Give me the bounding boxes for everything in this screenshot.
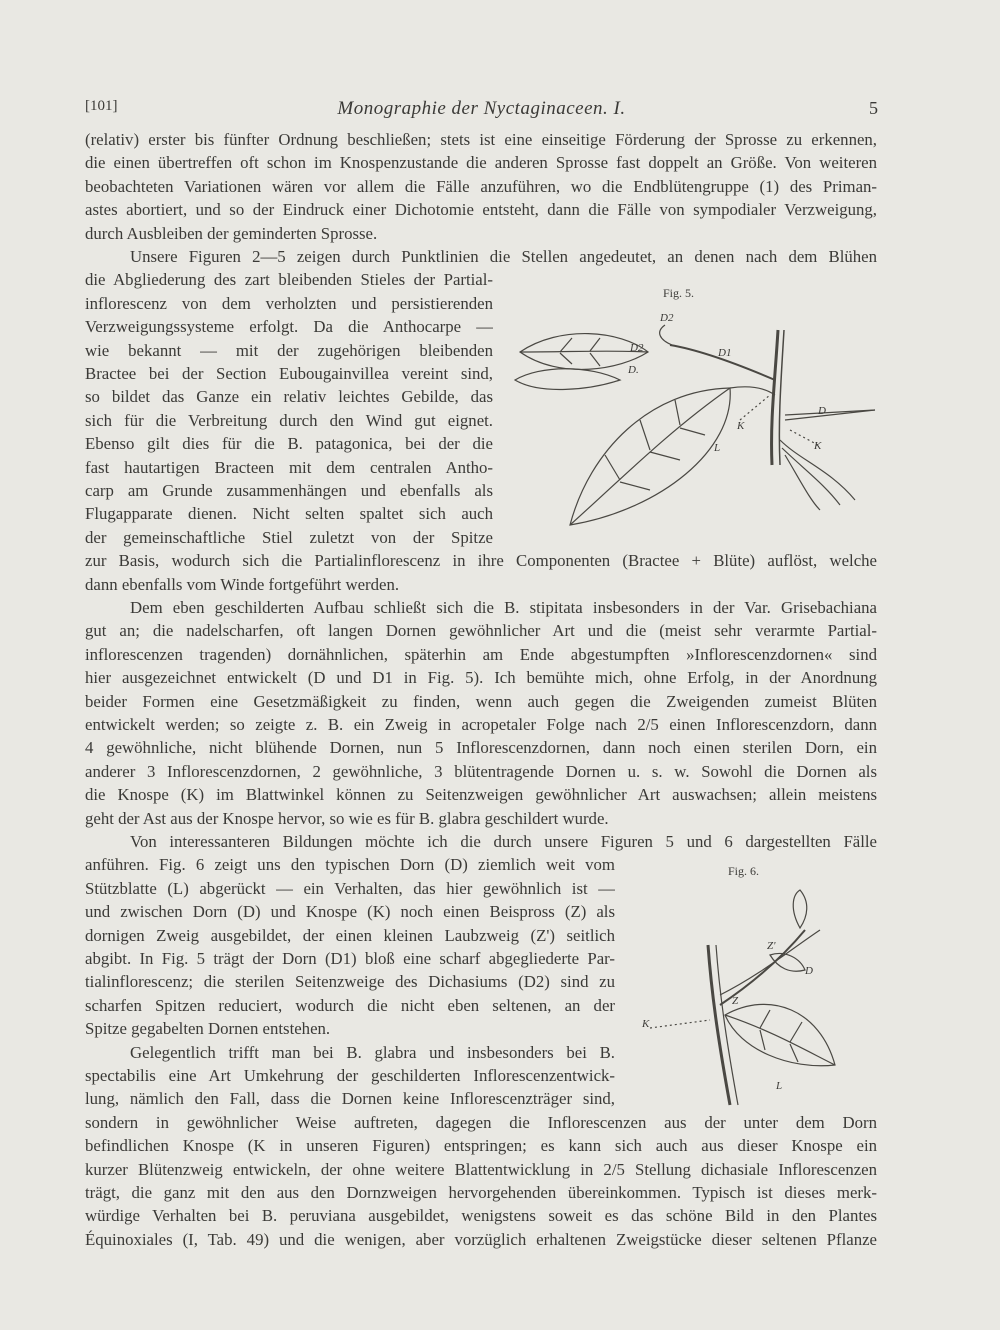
text-line: befindlichen Knospe (K in unseren Figuren) entspringen; es kann sich auch aus dieser Knospe ein (85, 1136, 877, 1156)
text-line: abgibt. In Fig. 5 trägt der Dorn (D1) bloß eine scharf abgegliederte Par- (85, 949, 615, 968)
figure-5 (500, 270, 885, 550)
figure-6-drawing (620, 850, 880, 1110)
page-number: 5 (869, 98, 878, 118)
fig6-label-z: Z (732, 995, 739, 1007)
text-line: Équinoxiales (I, Tab. 49) und die wenigen, aber vorzüglich erhaltenen Zweigstücke dieser seltenen Pflanze (85, 1229, 877, 1249)
fig6-label-d: D (805, 965, 813, 977)
text-line: die einen übertreffen oft schon im Knospenzustande die anderen Sprosse fast doppelt an Größe. Von weiteren (85, 153, 877, 173)
fig6-label-k: K (642, 1018, 650, 1030)
text-line: anderer 3 Inflorescenzdornen, 2 gewöhnliche, 3 blütentragende Dornen u. s. w. Sowohl die Dornen als (85, 761, 877, 781)
figure-5-caption: Fig. 5. (663, 286, 695, 300)
text-line: carp am Grunde zusammenhängen und ebenfalls als (85, 481, 493, 500)
fig5-label-d-right: D (818, 405, 826, 417)
text-line: trägt, die ganz mit den aus den Dornzweigen hervorgehenden übereinkommen. Typisch ist dieses merk- (85, 1183, 877, 1202)
text-line: lung, nämlich den Fall, dass die Dornen keine Inflorescenzträger sind, (85, 1089, 615, 1109)
text-line: Gelegentlich trifft man bei B. glabra und insbesonders bei B. (130, 1042, 615, 1062)
text-line: wie bekannt — mit der zugehörigen bleibenden (85, 340, 493, 360)
text-line: durch Ausbleiben der geminderten Sprosse. (85, 223, 378, 243)
fig5-label-k: K (737, 420, 745, 432)
text-line: Spitze gegabelten Dornen entstehen. (85, 1019, 331, 1039)
text-line: hier ausgezeichnet entwickelt (D und D1 in Fig. 5). Ich bemühte mich, ohne Erfolg, in der Anordnung (85, 668, 877, 688)
text-line: spectabilis eine Art Umkehrung der geschilderten Inflorescenzentwick- (85, 1066, 615, 1085)
text-line: so bildet das Ganze ein relativ leichtes Gebilde, das (85, 387, 493, 407)
fig5-label-d2: D2 (630, 342, 644, 354)
text-line: beobachteten Variationen wären vor allem die Fälle anzuführen, wo die Endblütengruppe (1) des Priman- (85, 176, 877, 196)
text-line: zur Basis, wodurch sich die Partialinflorescenz in ihre Componenten (Bractee + Blüte) auflöst, welche (85, 551, 877, 571)
running-title: Monographie der Nyctaginaceen. I. (337, 98, 626, 119)
text-line: 4 gewöhnliche, nicht blühende Dornen, nun 5 Inflorescenzdornen, dann noch einen sterilen Dorn, ein (85, 738, 877, 758)
text-line: Dem eben geschilderten Aufbau schließt sich die B. stipitata insbesonders in der Var. Grisebachiana (130, 598, 877, 617)
text-line: beider Formen eine Gesetzmäßigkeit zu finden, wenn auch gegen die Zweigenden zumeist Blüten (85, 691, 877, 711)
text-line: gut an; die nadelscharfen, oft langen Dornen gewöhnlicher Art und die (meist sehr verarmte Partial- (85, 621, 877, 641)
text-line: kurzer Blütenzweig entwickeln, der ohne weitere Blattentwicklung in 2/5 Stellung dichasiale Inflorescenzen (85, 1159, 877, 1179)
text-line: Flugapparate dienen. Nicht selten spaltet sich auch (85, 504, 493, 524)
text-line: und zwischen Dorn (D) und Knospe (K) noch einen Beispross (Z) als (85, 902, 615, 922)
text-line: Stützblatte (L) abgerückt — ein Verhalten, das hier gewöhnlich ist — (85, 878, 615, 898)
page-reference: [101] (85, 98, 118, 114)
text-line: dornigen Zweig ausgebildet, der einen kleinen Laubzweig (Z') seitlich (85, 925, 615, 945)
text-line: Ebenso gilt dies für die B. patagonica, bei der die (85, 434, 493, 454)
text-line: scharfen Spitzen reduciert, wodurch die nicht eben seltenen, an der (85, 995, 615, 1015)
running-header (85, 98, 878, 124)
text-line: der gemeinschaftliche Stiel zuletzt von der Spitze (85, 527, 493, 547)
fig5-label-d: D. (628, 364, 639, 376)
text-line: fast hautartigen Bracteen mit dem centralen Antho- (85, 457, 493, 477)
text-line: dann ebenfalls vom Winde fortgeführt werden. (85, 574, 400, 594)
figure-5-drawing (500, 270, 885, 550)
figure-6 (620, 850, 880, 1110)
text-line: würdige Verhalten bei B. peruviana ausgebildet, wenigstens soweit es das schöne Bild in den Plantes (85, 1206, 877, 1226)
text-line: Unsere Figuren 2—5 zeigen durch Punktlinien die Stellen angedeutet, an denen nach dem Blühen (130, 247, 877, 266)
fig6-label-l: L (776, 1080, 783, 1092)
text-line: astes abortiert, und so der Eindruck einer Dichotomie entsteht, dann die Fälle von sympodialer Verzweigung, (85, 200, 877, 220)
text-line: Von interessanteren Bildungen möchte ich die durch unsere Figuren 5 und 6 dargestellten Fälle (130, 832, 877, 851)
text-line: geht der Ast aus der Knospe hervor, so wie es für B. glabra geschildert wurde. (85, 808, 609, 828)
fig5-label-d2-top: D2 (660, 312, 674, 324)
figure-6-caption: Fig. 6. (728, 864, 760, 878)
text-line: (relativ) erster bis fünfter Ordnung beschließen; stets ist eine einseitige Förderung der Sprosse zu erkennen, (85, 130, 877, 149)
fig5-label-k-right: K (814, 440, 822, 452)
text-line: Verzweigungssysteme erfolgt. Da die Anthocarpe — (85, 317, 493, 337)
text-line: inflorescenzen tragenden) dornähnlichen, späterhin am Ende abgestumpften »Inflorescenzdornen« sind (85, 644, 877, 664)
fig6-label-z-prime: Z' (767, 940, 776, 952)
text-line: sich für die Verbreitung durch den Wind gut eignet. (85, 410, 493, 430)
text-line: die Knospe (K) im Blattwinkel können zu Seitenzweigen gewöhnlicher Art auswachsen; allein meistens (85, 785, 877, 805)
text-line: Bractee bei der Section Eubougainvillea vereint sind, (85, 364, 493, 383)
fig5-label-d1: D1 (718, 347, 732, 359)
fig5-label-l: L (714, 442, 721, 454)
text-line: tialinflorescenz; die sterilen Seitenzweige des Dichasiums (D2) sind zu (85, 972, 615, 992)
text-line: die Abgliederung des zart bleibenden Stieles der Partial- (85, 270, 493, 290)
text-line: anführen. Fig. 6 zeigt uns den typischen Dorn (D) ziemlich weit vom (85, 855, 615, 875)
text-line: inflorescenz von dem verholzten und persistierenden (85, 293, 493, 313)
text-line: sondern in gewöhnlicher Weise auftreten, dagegen die Inflorescenzen aus der unter dem Dorn (85, 1112, 877, 1132)
text-line: entwickelt werden; so zeigte z. B. ein Zweig in acropetaler Folge nach 2/5 einen Inflorescenzdorn, dann (85, 715, 877, 734)
